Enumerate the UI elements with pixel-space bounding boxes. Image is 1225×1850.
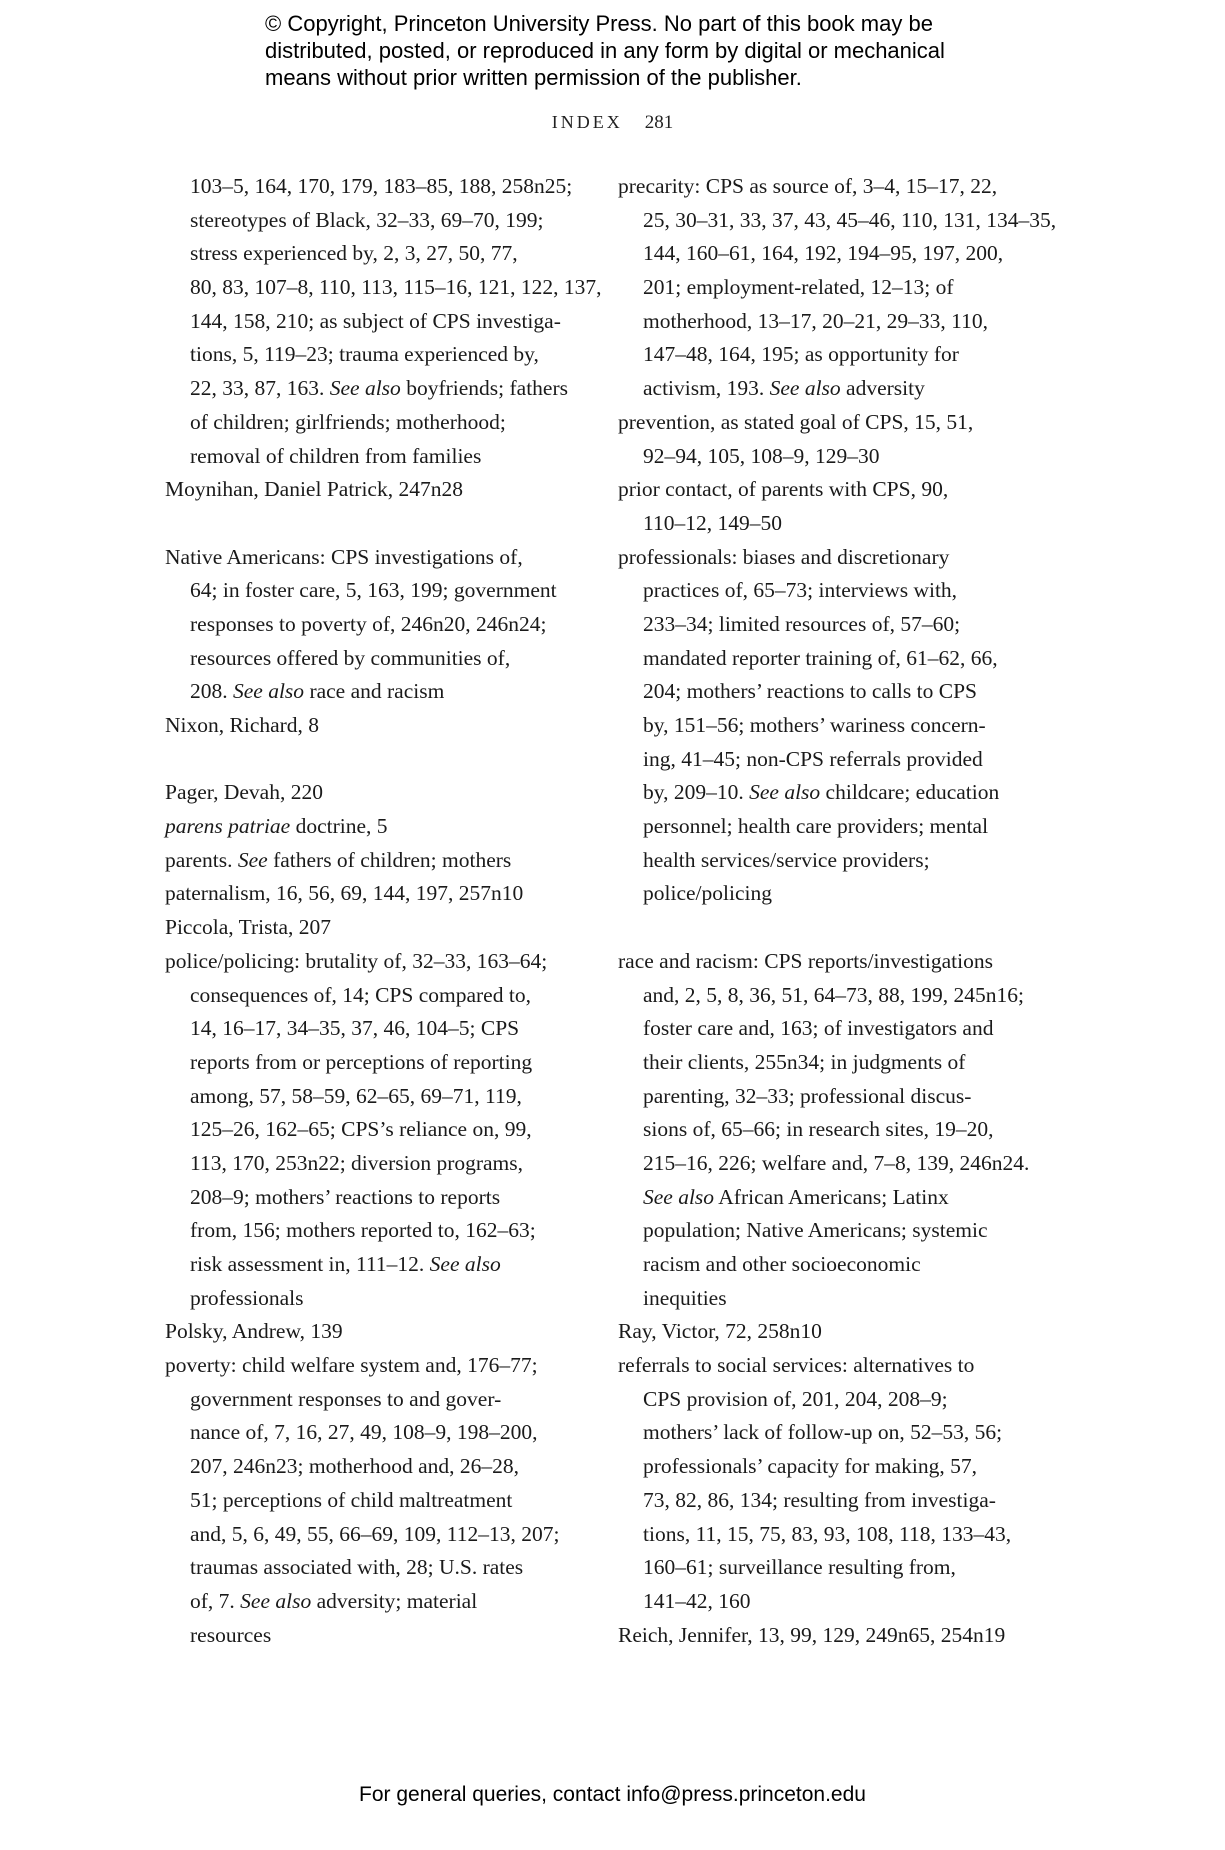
entry-text: personnel; health care providers; mental [643,814,989,839]
index-subline [165,1484,601,1518]
index-subline [165,1113,601,1147]
copyright-line: distributed, posted, or reproduced in any form by digital or mechanical [265,38,945,63]
running-head [0,112,1225,134]
entry-text: adversity [840,376,925,401]
blank-line [165,507,601,541]
index-subline [618,1484,1056,1518]
entry-text: parents. [165,847,238,872]
index-subline [165,1383,601,1417]
entry-text: boyfriends; fathers [400,376,568,401]
index-subline [165,1450,601,1484]
entry-text: government responses to and gover- [190,1386,502,1411]
index-subline [165,675,601,709]
entry-text: 73, 82, 86, 134; resulting from investiga- [643,1487,996,1512]
index-subline [618,1450,1056,1484]
index-subline [165,979,601,1013]
index-subline [618,675,1056,709]
entry-text: consequences of, 14; CPS compared to, [190,982,531,1007]
index-subline [165,574,601,608]
entry-text: race and racism [304,679,445,704]
entry-text: police/policing: brutality of, 32–33, 163–64; [165,948,548,973]
entry-text: tions, 5, 119–23; trauma experienced by, [190,342,539,367]
entry-text: 22, 33, 87, 163. [190,376,330,401]
entry-text: stereotypes of Black, 32–33, 69–70, 199; [190,207,544,232]
entry-text: race and racism: CPS reports/investigations [618,948,993,973]
index-subline [618,1080,1056,1114]
index-entry [618,406,1056,440]
italic-text: See also [233,679,305,704]
entry-text: 215–16, 226; welfare and, 7–8, 139, 246n24. [643,1150,1030,1175]
index-subline [618,709,1056,743]
italic-text: parens patriae [165,814,291,839]
page-number: 281 [644,112,674,133]
entry-text: racism and other socioeconomic [643,1252,921,1276]
index-subline [165,1214,601,1248]
copyright-notice [265,10,945,91]
index-entry [165,844,601,878]
entry-text: Nixon, Richard, 8 [165,713,320,737]
entry-text: precarity: CPS as source of, 3–4, 15–17, 22, [618,174,998,198]
index-subline [618,372,1056,406]
italic-text: See also [240,1588,312,1613]
entry-text: Native Americans: CPS investigations of, [165,544,523,569]
entry-text: 25, 30–31, 33, 37, 43, 45–46, 110, 131, 134–35, [643,207,1057,232]
index-subline [165,1282,601,1316]
copyright-line: means without prior written permission of the publisher. [265,65,802,90]
index-subline [618,877,1056,911]
index-entry [618,170,1056,204]
entry-text: by, 151–56; mothers’ wariness concern- [643,713,986,737]
index-subline [165,170,601,204]
entry-text: 208. [190,679,233,704]
entry-text: police/policing [643,881,772,906]
entry-text: 204; mothers’ reactions to calls to CPS [643,679,978,704]
index-subline [618,1383,1056,1417]
entry-text: nance of, 7, 16, 27, 49, 108–9, 198–200, [190,1420,538,1445]
entry-text: adversity; material [311,1588,478,1613]
index-subline [618,844,1056,878]
entry-text: poverty: child welfare system and, 176–77; [165,1353,538,1378]
entry-text: reports from or perceptions of reporting [190,1049,533,1074]
index-subline [618,810,1056,844]
index-subline [618,642,1056,676]
index-entry [618,1349,1056,1383]
entry-text: 113, 170, 253n22; diversion programs, [190,1150,524,1175]
entry-text: professionals’ capacity for making, 57, [643,1454,977,1479]
index-entry [165,1349,601,1383]
italic-text: See also [749,780,821,805]
index-subline [165,305,601,339]
entry-text: paternalism, 16, 56, 69, 144, 197, 257n10 [165,881,524,906]
entry-text: 233–34; limited resources of, 57–60; [643,611,961,636]
index-entry [165,810,601,844]
index-subline [618,1248,1056,1282]
index-subline [165,440,601,474]
entry-text: tions, 11, 15, 75, 83, 93, 108, 118, 133–43, [643,1521,1012,1546]
index-entry [618,541,1056,575]
entry-text: sions of, 65–66; in research sites, 19–20, [643,1117,994,1142]
index-subline [618,979,1056,1013]
blank-line [618,911,1056,945]
entry-text: removal of children from families [190,443,482,468]
index-subline [618,608,1056,642]
index-subline [618,507,1056,541]
entry-text: and, 2, 5, 8, 36, 51, 64–73, 88, 199, 245n16; [643,982,1025,1007]
index-subline [165,1181,601,1215]
index-entry [165,473,601,507]
entry-text: mandated reporter training of, 61–62, 66, [643,645,998,670]
index-subline [618,1551,1056,1585]
entry-text: referrals to social services: alternatives to [618,1353,975,1378]
index-subline [618,271,1056,305]
index-subline [165,642,601,676]
running-head-title: INDEX [551,112,623,132]
index-entry [618,1315,1056,1349]
index-subline [618,1416,1056,1450]
index-subline [165,372,601,406]
index-subline [618,1181,1056,1215]
index-subline [618,743,1056,777]
italic-text: See [237,847,268,872]
entry-text: 80, 83, 107–8, 110, 113, 115–16, 121, 122, 137, [190,275,602,300]
index-entry [618,945,1056,979]
index-subline [165,204,601,238]
index-subline [618,204,1056,238]
italic-text: See also [769,376,841,401]
entry-text: 51; perceptions of child maltreatment [190,1487,513,1512]
italic-text: See also [329,376,401,401]
entry-text: prevention, as stated goal of CPS, 15, 51, [618,409,974,434]
entry-text: professionals [190,1285,304,1310]
entry-text: 144, 158, 210; as subject of CPS investiga- [190,308,561,333]
entry-text: professionals: biases and discretionary [618,544,950,569]
index-subline [165,1012,601,1046]
index-subline [165,1080,601,1114]
index-subline [165,608,601,642]
entry-text: Reich, Jennifer, 13, 99, 129, 249n65, 254n19 [618,1622,1006,1647]
entry-text: 208–9; mothers’ reactions to reports [190,1184,501,1209]
entry-text: Pager, Devah, 220 [165,780,323,805]
index-subline [618,1214,1056,1248]
entry-text: resources [190,1622,272,1647]
index-entry [165,911,601,945]
entry-text: risk assessment in, 111–12. [190,1252,430,1276]
index-subline [165,271,601,305]
entry-text: resources offered by communities of, [190,645,511,670]
index-entry [165,541,601,575]
entry-text: 160–61; surveillance resulting from, [643,1555,956,1580]
entry-text: their clients, 255n34; in judgments of [643,1049,966,1074]
entry-text: 125–26, 162–65; CPS’s reliance on, 99, [190,1117,532,1142]
index-subline [165,406,601,440]
entry-text: activism, 193. [643,376,770,401]
index-subline [165,1416,601,1450]
entry-text: 103–5, 164, 170, 179, 183–85, 188, 258n25; [190,174,573,198]
index-subline [618,776,1056,810]
index-subline [165,1046,601,1080]
index-subline [165,1147,601,1181]
index-entry [165,709,601,743]
entry-text: from, 156; mothers reported to, 162–63; [190,1218,536,1243]
footer-contact: For general queries, contact info@press.princeton.edu [359,1783,866,1806]
index-entry [165,877,601,911]
entry-text: ing, 41–45; non-CPS referrals provided [643,746,983,771]
entry-text: mothers’ lack of follow-up on, 52–53, 56; [643,1420,1003,1445]
entry-text: and, 5, 6, 49, 55, 66–69, 109, 112–13, 207; [190,1521,560,1546]
index-subline [165,1585,601,1619]
index-subline [165,1619,601,1653]
entry-text: parenting, 32–33; professional discus- [643,1083,972,1108]
entry-text: 207, 246n23; motherhood and, 26–28, [190,1454,520,1479]
index-entry [165,945,601,979]
index-subline [165,1518,601,1552]
entry-text: health services/service providers; [643,847,930,872]
entry-text: 147–48, 164, 195; as opportunity for [643,342,959,367]
index-subline [618,574,1056,608]
entry-text: motherhood, 13–17, 20–21, 29–33, 110, [643,308,988,333]
entry-text: foster care and, 163; of investigators and [643,1016,994,1041]
entry-text: 92–94, 105, 108–9, 129–30 [643,443,880,468]
italic-text: See also [429,1252,501,1276]
entry-text: CPS provision of, 201, 204, 208–9; [643,1386,948,1411]
entry-text: of children; girlfriends; motherhood; [190,409,506,434]
entry-text: prior contact, of parents with CPS, 90, [618,477,949,502]
entry-text: doctrine, 5 [290,814,388,839]
entry-text: Ray, Victor, 72, 258n10 [618,1319,822,1344]
entry-text: population; Native Americans; systemic [643,1218,988,1243]
index-subline [618,338,1056,372]
entry-text: practices of, 65–73; interviews with, [643,578,958,603]
index-entry [618,473,1056,507]
index-subline [165,237,601,271]
index-subline [618,1147,1056,1181]
entry-text: among, 57, 58–59, 62–65, 69–71, 119, [190,1083,522,1108]
entry-text: by, 209–10. [643,780,750,805]
index-subline [618,305,1056,339]
index-subline [618,1518,1056,1552]
index-subline [165,1248,601,1282]
entry-text: 141–42, 160 [643,1588,751,1613]
index-entry [165,1315,601,1349]
entry-text: 14, 16–17, 34–35, 37, 46, 104–5; CPS [190,1016,520,1041]
blank-line [165,743,601,777]
index-entry [618,1619,1056,1653]
index-subline [165,1551,601,1585]
entry-text: 110–12, 149–50 [643,510,782,535]
entry-text: of, 7. [190,1588,241,1613]
index-subline [618,1012,1056,1046]
entry-text: fathers of children; mothers [267,847,512,872]
index-subline [618,1046,1056,1080]
entry-text: 144, 160–61, 164, 192, 194–95, 197, 200, [643,241,1004,266]
index-column-left [165,170,601,1652]
entry-text: childcare; education [820,780,1000,805]
entry-text: responses to poverty of, 246n20, 246n24; [190,611,547,636]
entry-text: 201; employment-related, 12–13; of [643,275,954,300]
copyright-line: © Copyright, Princeton University Press. No part of this book may be [265,11,933,36]
entry-text: inequities [643,1285,727,1310]
index-subline [618,1585,1056,1619]
index-subline [618,1113,1056,1147]
index-entry [165,776,601,810]
entry-text: traumas associated with, 28; U.S. rates [190,1555,524,1580]
entry-text: Moynihan, Daniel Patrick, 247n28 [165,477,463,502]
entry-text: African Americans; Latinx [714,1184,949,1209]
index-column-right [618,170,1056,1652]
entry-text: Piccola, Trista, 207 [165,915,332,940]
entry-text: Polsky, Andrew, 139 [165,1319,343,1344]
entry-text: stress experienced by, 2, 3, 27, 50, 77, [190,241,518,266]
italic-text: See also [643,1184,715,1209]
index-subline [618,440,1056,474]
entry-text: 64; in foster care, 5, 163, 199; government [190,578,557,603]
index-subline [618,1282,1056,1316]
index-subline [618,237,1056,271]
index-subline [165,338,601,372]
